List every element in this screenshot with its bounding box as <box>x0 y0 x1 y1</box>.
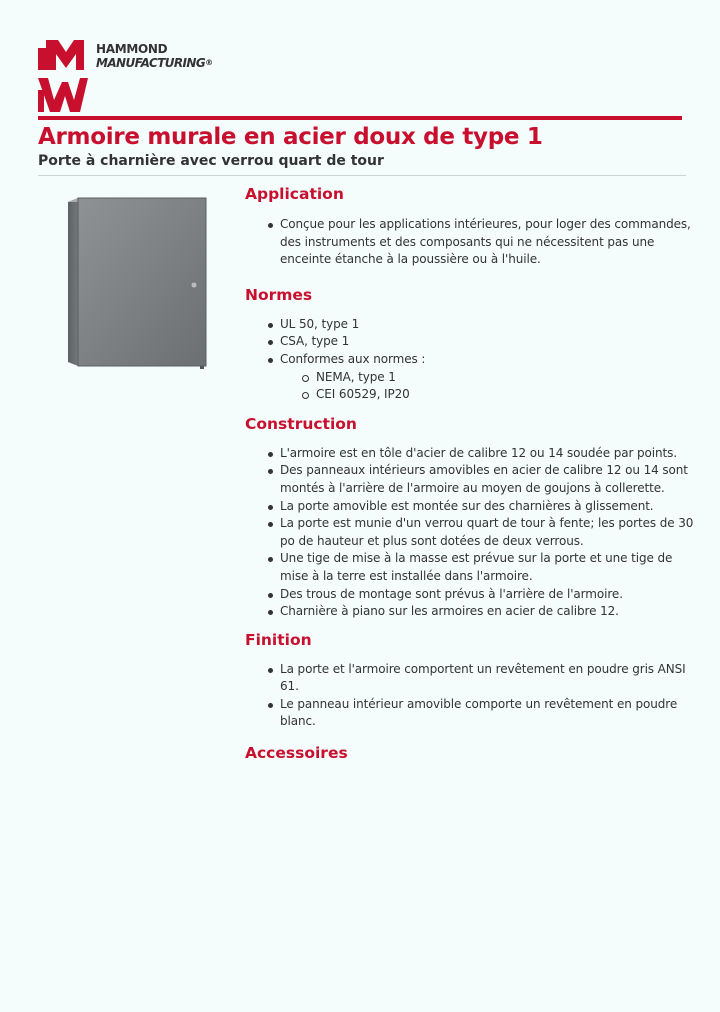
normes-sublist <box>245 369 695 404</box>
page-subtitle: Porte à charnière avec verrou quart de tour <box>38 153 384 169</box>
application-list <box>245 216 695 269</box>
finition-list <box>245 661 695 731</box>
list-item: Conçue pour les applications intérieures, pour loger des commandes, des instruments et des composants qui ne nécessitent pas une enceinte étanche à la poussière ou à l'huile. <box>245 216 695 269</box>
list-item: La porte est munie d'un verrou quart de tour à fente; les portes de 30 po de hauteur et plus sont dotées de deux verrous. <box>245 515 695 550</box>
list-item: Charnière à piano sur les armoires en acier de calibre 12. <box>245 603 695 621</box>
list-item: La porte et l'armoire comportent un revêtement en poudre gris ANSI 61. <box>245 661 695 696</box>
spec-content <box>245 182 695 765</box>
heading-application: Application <box>245 185 344 203</box>
sub-list-item: CEI 60529, IP20 <box>245 386 695 404</box>
heading-normes: Normes <box>245 285 313 304</box>
heading-finition: Finition <box>245 630 312 649</box>
header-rule <box>38 116 682 120</box>
list-item: CSA, type 1 <box>245 333 695 351</box>
list-item: Conformes aux normes : <box>245 351 695 369</box>
sub-list-item: NEMA, type 1 <box>245 369 695 387</box>
brand-line1: HAMMOND <box>96 42 168 56</box>
hammond-logo <box>38 40 238 115</box>
list-item: La porte amovible est montée sur des charnières à glissement. <box>245 498 695 516</box>
list-item: L'armoire est en tôle d'acier de calibre 12 ou 14 soudée par points. <box>245 445 695 463</box>
list-item: Une tige de mise à la masse est prévue sur la porte et une tige de mise à la terre est installée dans l'armoire. <box>245 550 695 585</box>
registered-mark: ® <box>205 58 213 67</box>
list-item: UL 50, type 1 <box>245 316 695 334</box>
normes-list <box>245 316 695 369</box>
brand-wordmark <box>96 42 213 70</box>
list-item: Des trous de montage sont prévus à l'arrière de l'armoire. <box>245 586 695 604</box>
page-title: Armoire murale en acier doux de type 1 <box>38 124 543 150</box>
hammond-logo-icon <box>38 40 88 112</box>
brand-line2: MANUFACTURING <box>96 56 206 70</box>
heading-accessoires: Accessoires <box>245 744 348 763</box>
construction-list <box>245 445 695 621</box>
list-item: Le panneau intérieur amovible comporte un revêtement en poudre blanc. <box>245 696 695 731</box>
heading-construction: Construction <box>245 414 357 433</box>
list-item: Des panneaux intérieurs amovibles en acier de calibre 12 ou 14 sont montés à l'arrière de l'armoire au moyen de goujons à collerette. <box>245 462 695 497</box>
subtitle-divider <box>38 175 686 176</box>
wall-enclosure-image <box>64 190 214 370</box>
